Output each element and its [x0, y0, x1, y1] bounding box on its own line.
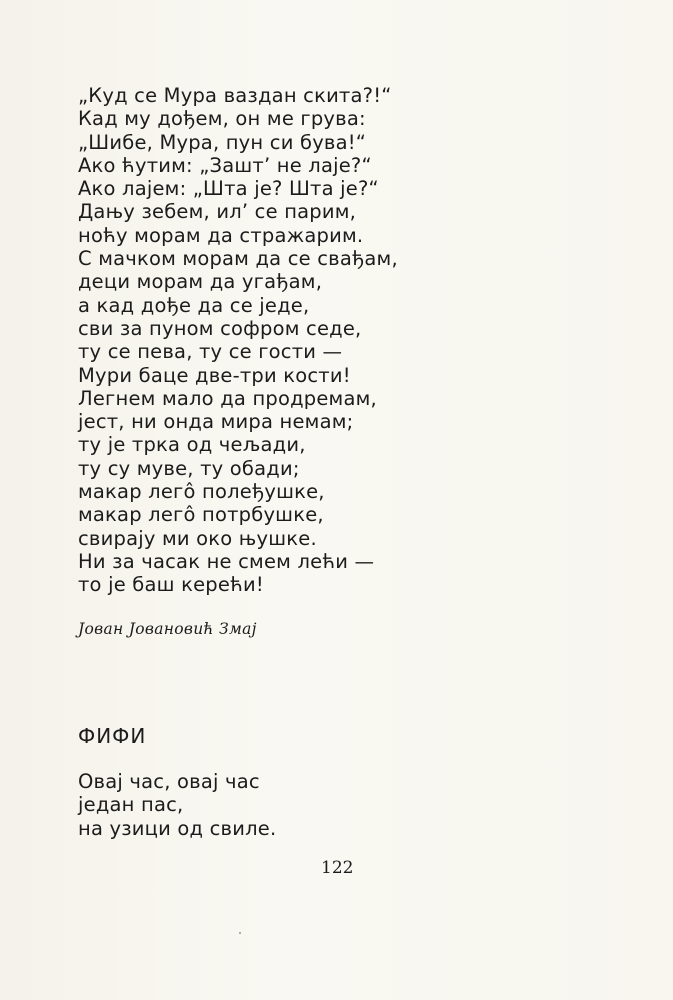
- paper-speck: [239, 932, 241, 934]
- poem-line: јест, ни онда мира немам;: [78, 410, 354, 434]
- poem-line: Ако ћутим: „Зашт’ не лаје?“: [78, 153, 372, 177]
- poem-line: „Шибе, Мура, пун си бува!“: [78, 130, 367, 154]
- poem-line: Ни за часак не смем лећи —: [78, 549, 375, 573]
- poem-fifi: [78, 770, 276, 840]
- poem-author: Јован Јовановић Змај: [78, 620, 257, 638]
- poem-line: Дању зебем, ил’ се парим,: [78, 200, 357, 224]
- poem-line: свирају ми око њушке.: [78, 526, 317, 550]
- poem-line: „Куд се Мура ваздан скита?!“: [78, 84, 392, 107]
- poem-line: ту се пева, ту се гости —: [78, 340, 343, 364]
- poem-line: деци морам да угађам,: [78, 270, 323, 294]
- poem-line: Кад му дођем, он ме грува:: [78, 107, 366, 131]
- poem-line: Овај час, овај час: [78, 770, 260, 793]
- poem-line: ноћу морам да стражарим.: [78, 223, 364, 247]
- poem-line: Легнем мало да продремам,: [78, 386, 377, 410]
- poem-line: то је баш керећи!: [78, 573, 264, 597]
- poem-line: на узици од свиле.: [78, 816, 277, 840]
- poem-line: један пас,: [78, 793, 184, 817]
- poem-mura: [78, 84, 398, 597]
- page-number: 122: [321, 858, 354, 878]
- poem-line: ту су муве, ту обади;: [78, 456, 300, 480]
- poem-line: Мури баце две-три кости!: [78, 363, 351, 387]
- poem-line: а кад дође да се једе,: [78, 293, 310, 317]
- poem-line: сви за пуном софром седе,: [78, 316, 362, 340]
- poem-line: С мачком морам да се свађам,: [78, 247, 398, 271]
- poem-line: макар легô полеђушке,: [78, 480, 325, 504]
- poem-line: ту је трка од чељади,: [78, 433, 306, 457]
- poem-line: Ако лајем: „Шта је? Шта је?“: [78, 177, 379, 201]
- poem-line: макар легô потрбушке,: [78, 503, 324, 527]
- poem-title: ФИФИ: [78, 724, 147, 748]
